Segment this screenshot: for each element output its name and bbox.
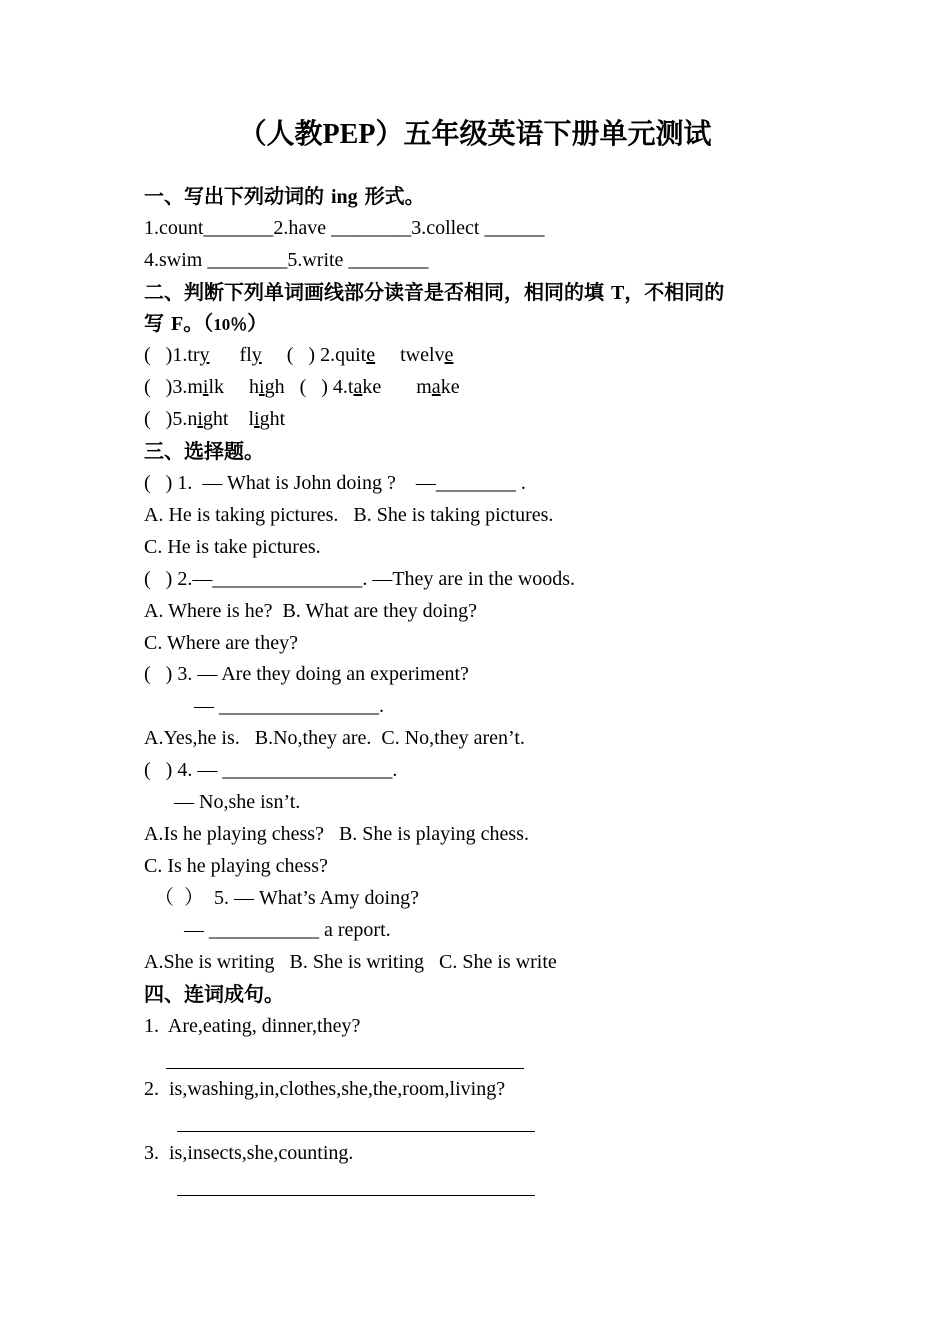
section3-line: C. Is he playing chess? [144, 855, 328, 877]
section3-line: C. Where are they? [144, 632, 298, 654]
section3-line: A. He is taking pictures. B. She is taking pictures. [144, 504, 554, 526]
section3-line: A.She is writing B. She is writing C. She is write [144, 951, 557, 973]
section4-question: 2. is,washing,in,clothes,she,the,room,living? [144, 1078, 506, 1100]
section2-item-row: ( )3.milk high ( ) 4.take make [144, 376, 460, 398]
section3-heading: 三、选择题。 [144, 439, 264, 463]
section3-line: — No,she isn’t. [144, 791, 301, 813]
section3-line: ( ) 2.—_______________. —They are in the woods. [144, 568, 576, 590]
section3-line: — ________________. [144, 695, 384, 717]
section3-line: A.Yes,he is. B.No,they are. C. No,they aren’t. [144, 727, 525, 749]
section3-line: C. He is take pictures. [144, 536, 321, 558]
page-title: （人教PEP）五年级英语下册单元测试 [238, 117, 712, 150]
section3-line: A. Where is he? B. What are they doing? [144, 600, 478, 622]
section4-question: 3. is,insects,she,counting. [144, 1142, 354, 1164]
section1-line2: 4.swim ________5.write ________ [144, 249, 429, 271]
section3-line: A.Is he playing chess? B. She is playing chess. [144, 823, 529, 845]
section1-heading: 一、写出下列动词的 ing 形式。 [144, 184, 425, 208]
section2-heading-line1: 二、判断下列单词画线部分读音是否相同，相同的填 T，不相同的 [144, 280, 725, 304]
section4-heading: 四、连词成句。 [144, 982, 284, 1006]
section2-item-row: ( )5.night light [144, 408, 286, 430]
answer-line[interactable] [177, 1195, 535, 1196]
section3-line: ( ) 4. — _________________. [144, 759, 398, 781]
section3-line: （ ） 5. — What’s Amy doing? [144, 887, 419, 909]
section2-item-row: ( )1.try fly ( ) 2.quite twelve [144, 344, 454, 366]
section1-line1: 1.count_______2.have ________3.collect ______ [144, 217, 545, 239]
answer-line[interactable] [166, 1068, 524, 1069]
section2-heading-line2: 写 F。（10％） [144, 311, 268, 335]
section3-line: ( ) 1. — What is John doing ? —________ . [144, 472, 526, 494]
answer-line[interactable] [177, 1131, 535, 1132]
section3-line: ( ) 3. — Are they doing an experiment? [144, 663, 469, 685]
section4-question: 1. Are,eating, dinner,they? [144, 1015, 361, 1037]
section3-line: — ___________ a report. [144, 919, 391, 941]
